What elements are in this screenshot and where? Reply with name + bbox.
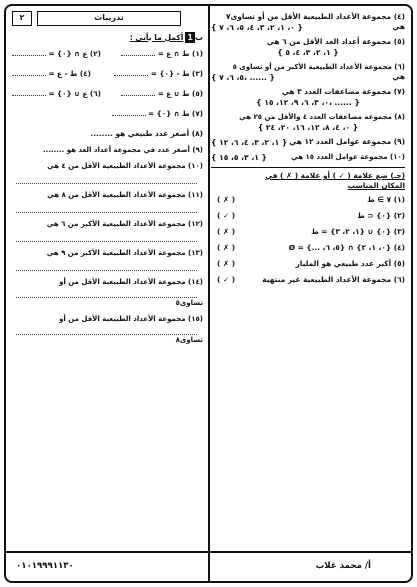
right-item-7: (٧) مجموعة مضاعفات العدد ٣ هي { ٠، ٣، ٦، ٩، ١٢، ١٥، ...... }	[256, 87, 405, 107]
teacher-name: أ/ محمد غلاب	[315, 561, 371, 571]
section-c: (جـ) ضع علامة ( ✓ ) أو علامة ( ✗ ) في المكان المناسب (١) ٧ ∋ ط ( ✗ ) (٢) {٠} ⊂ ط ( ✓ ) (٣) {٠} ∪ {١، ٢، ٣} = ط ( ✗ ) (٤) {٠، ١، ٢} ∩ {٥، ٦، ...} = Ø ( ✗ ) (٥) أكبر عدد طبيعي هو المليار ( ✗ ) (٦) مجموعة الأعداد الطبيعية غير منتهية ( ✓ )	[211, 167, 405, 287]
right-item-5: (٥) مجموعة أعداد العد الأقل من ٦ هي { ١، ٢، ٣، ٤، ٥ }	[266, 37, 405, 57]
right-column	[206, 6, 411, 551]
answer-mark: ( ✗ )	[217, 226, 236, 236]
answer-blank[interactable]	[121, 48, 155, 56]
answer-blank[interactable]	[12, 88, 46, 96]
fill-row-1: (١) ط ∩ ع = (٢) ع ∩ {٠} =	[12, 43, 203, 63]
question-12: (١٢) مجموعة الأعداد الطبيعية الأكبر من ٦ هي	[12, 219, 203, 242]
answer-blank[interactable]	[12, 48, 46, 56]
answer-line[interactable]	[16, 287, 197, 298]
answer-blank[interactable]	[114, 68, 148, 76]
answer-mark: ( ✓ )	[217, 274, 236, 284]
column-divider	[208, 6, 210, 551]
question-14: (١٤) مجموعة الأعداد الطبيعية الأقل من أو تساوى٥	[12, 277, 203, 308]
answer-blank[interactable]	[12, 68, 46, 76]
fill-row-2: (٣) ط - {٠} = (٤) ط - ع =	[12, 63, 203, 83]
answer-blank[interactable]	[112, 108, 146, 116]
right-item-6: (٦) مجموعة الأعداد الطبيعية الأكبر من أو تساوى ٥ هي { ٥، ٦، ٧، ...... }	[211, 63, 405, 82]
answer-line[interactable]	[16, 258, 197, 271]
question-8: (٨) أصغر عدد طبيعي هو ........	[90, 129, 203, 138]
tf-row-4: (٤) {٠، ١، ٢} ∩ {٥، ٦، ...} = Ø ( ✗ )	[211, 239, 405, 255]
right-item-8: (٨) مجموعة مضاعفات العدد ٤ والأقل من ٢٥ هي { ٠، ٤، ٨، ١٢، ١٦، ٢٠، ٢٤ }	[239, 113, 405, 132]
answer-blank[interactable]	[121, 88, 155, 96]
right-item-4: (٤) مجموعة الأعداد الطبيعية الأقل من أو تساوى٧ هي { ٠، ١، ٢، ٣، ٤، ٥، ٦، ٧ }	[211, 12, 405, 32]
question-11: (١١) مجموعة الأعداد الطبيعية الأقل من ٨ هي	[12, 190, 203, 213]
question-15: (١٥) مجموعة الأعداد الطبيعية الأقل من أو تساوى٨	[12, 314, 203, 345]
worksheet-page	[4, 4, 413, 583]
question-9: (٩) أصغر عدد في مجموعة أعداد العد هو ........	[43, 146, 203, 154]
page-number: ٢	[12, 11, 32, 26]
teacher-phone: ٠١٠١٩٩٩١١٣٠	[16, 561, 74, 571]
tf-row-5: (٥) أكبر عدد طبيعي هو المليار ( ✗ )	[211, 255, 405, 271]
answer-mark: ( ✗ )	[217, 242, 236, 252]
answer-line[interactable]	[16, 200, 197, 213]
section-number-badge: 1	[187, 32, 193, 42]
question-13: (١٣) مجموعة الأعداد الطبيعية الأكبر من ٩ هي	[12, 248, 203, 271]
right-item-9: (٩) مجموعة عوامل العدد ١٢ هي { ١، ٢، ٣، ٤، ٦، ١٢ }	[211, 137, 405, 147]
answer-mark: ( ✓ )	[217, 210, 236, 220]
answer-line[interactable]	[16, 324, 197, 335]
answer-line[interactable]	[16, 171, 197, 184]
left-column	[6, 6, 208, 551]
question-10: (١٠) مجموعة الأعداد الطبيعية الأقل من ٤ هي	[12, 161, 203, 184]
tf-row-2: (٢) {٠} ⊂ ط ( ✓ )	[211, 207, 405, 223]
left-header	[12, 10, 203, 28]
right-item-10: (١٠) مجموعة عوامل العدد ١٥ هي { ١، ٣، ٥، ١٥ }	[211, 153, 405, 162]
answer-mark: ( ✗ )	[217, 194, 236, 204]
section-b-heading: ب 1 أكمل ما يأتي :	[129, 32, 203, 42]
page-title: تدريبات	[37, 11, 181, 26]
fill-row-4: (٧) ط ∩ {٠} =	[12, 103, 203, 123]
footer	[6, 551, 411, 581]
answer-mark: ( ✗ )	[217, 258, 236, 268]
fill-row-3: (٥) ط ∪ ع = (٦) ع ∪ {٠} =	[12, 83, 203, 103]
tf-row-6: (٦) مجموعة الأعداد الطبيعية غير منتهية ( ✓ )	[211, 271, 405, 287]
tf-row-1: (١) ٧ ∋ ط ( ✗ )	[211, 191, 405, 207]
tf-row-3: (٣) {٠} ∪ {١، ٢، ٣} = ط ( ✗ )	[211, 223, 405, 239]
answer-line[interactable]	[16, 229, 197, 242]
